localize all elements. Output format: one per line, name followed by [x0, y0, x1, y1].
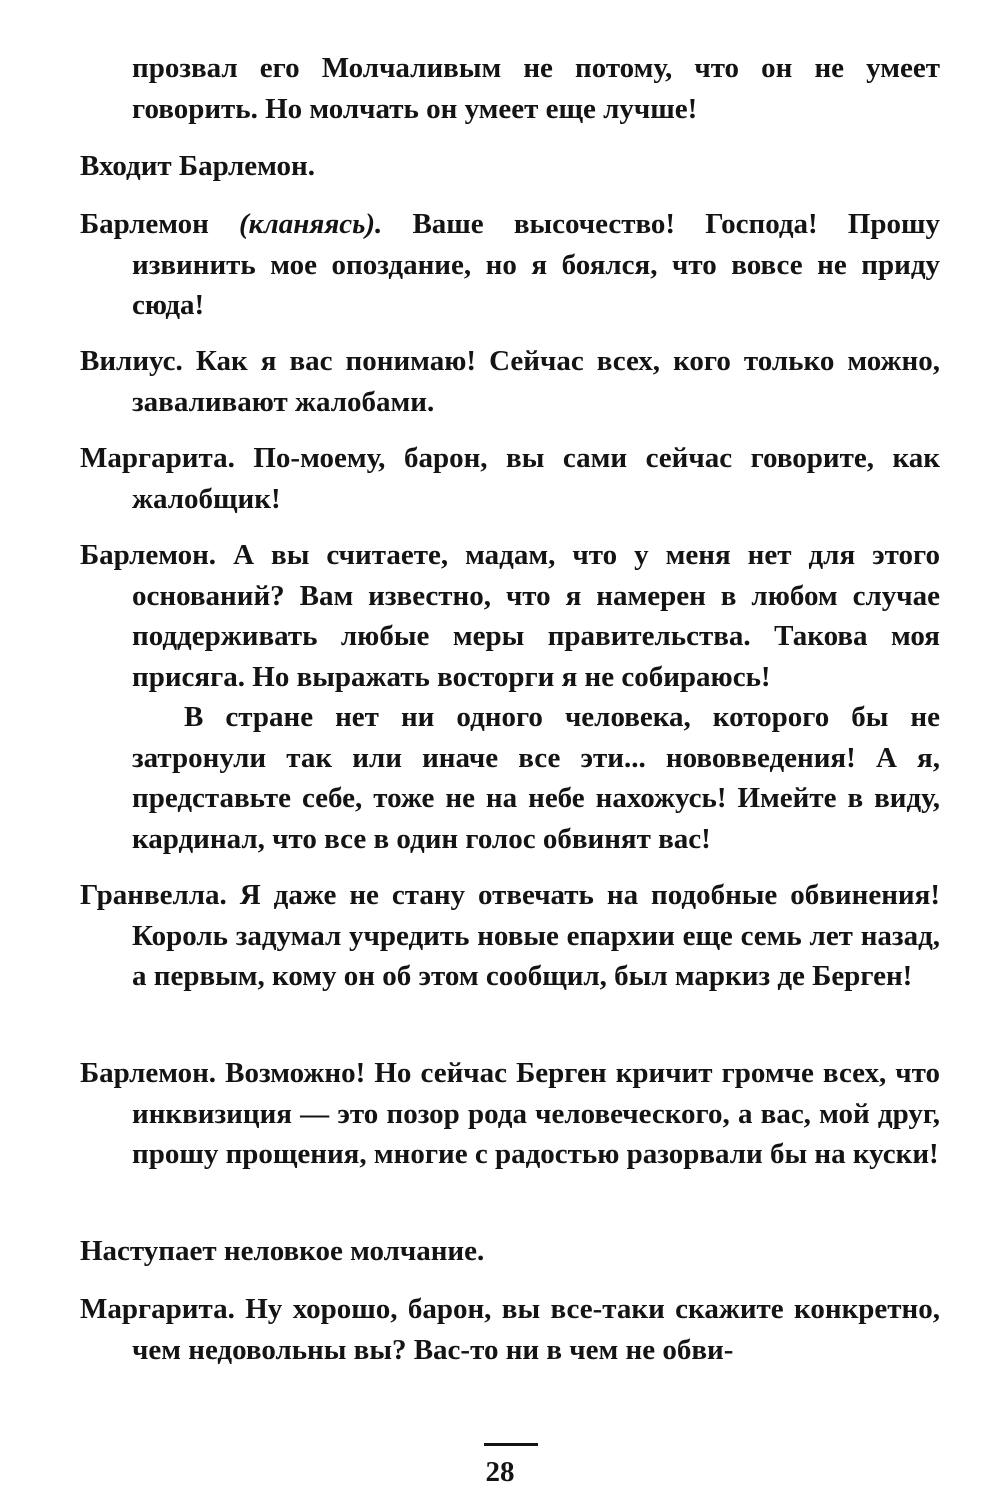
speaker-name: Вилиус. — [80, 345, 183, 377]
speech-text: По-моему, барон, вы сами сейчас говорите, как жалобщик! — [132, 442, 940, 515]
continuation-paragraph — [80, 48, 940, 129]
speech-text: Возможно! Но сейчас Берген кричит громче всех, что инквизиция — это позор рода человеческого, а вас, мой друг, прошу прощения, многие с радостью разорвали бы на куски! — [132, 1057, 940, 1170]
stage-direction — [80, 1231, 940, 1272]
speech-text: Ваше высочество! Господа! Прошу извинить мое опоздание, но я боялся, что вовсе не приду сюда! — [132, 208, 941, 321]
page-number: 28 — [485, 1456, 515, 1488]
dialogue-line — [80, 204, 940, 326]
page-number-rule — [484, 1443, 538, 1446]
speech-text: А вы считаете, мадам, что у меня нет для этого оснований? Вам известно, что я намерен в любом случае поддерживать любые меры правительства. Такова моя присяга. Но выражать восторги я не собираюсь! — [132, 539, 940, 693]
paragraph-text: прозвал его Молчаливым не потому, что он не умеет говорить. Но молчать он умеет еще лучше! — [132, 52, 940, 125]
speech-text: Как я вас понимаю! Сейчас всех, кого только можно, заваливают жалобами. — [132, 345, 941, 418]
speech-text: Ну хорошо, барон, вы все-таки скажите конкретно, чем недовольны вы? Вас-то ни в чем не обви- — [132, 1293, 941, 1366]
stage-direction — [80, 146, 940, 187]
dialogue-line — [80, 535, 940, 697]
speaker-name: Маргарита. — [80, 442, 235, 474]
stage-remark: (кланяясь). — [238, 208, 383, 240]
dialogue-line — [80, 341, 940, 422]
dialogue-line — [80, 1289, 940, 1370]
speaker-name: Барлемон. — [80, 539, 217, 571]
dialogue-line — [80, 875, 940, 997]
speaker-name: Маргарита. — [80, 1293, 235, 1325]
speech-text: Я даже не стану отвечать на подобные обвинения! Король задумал учредить новые епархии еще семь лет назад, а первым, кому он об этом сообщил, был маркиз де Берген! — [132, 879, 940, 992]
dialogue-line — [80, 1053, 940, 1175]
dialogue-continuation — [80, 697, 940, 859]
dialogue-line — [80, 438, 940, 519]
speaker-name: Барлемон — [80, 208, 209, 240]
stage-direction-text: Наступает неловкое молчание. — [80, 1235, 485, 1267]
stage-direction-text: Входит Барлемон. — [80, 150, 315, 182]
speech-text: В стране нет ни одного человека, которого бы не затронули так или иначе все эти... нововведения! А я, представьте себе, тоже не на небе нахожусь! Имейте в виду, кардинал, что все в один голос обвинят вас! — [132, 701, 940, 855]
book-page — [80, 40, 940, 1380]
speaker-name: Барлемон. — [80, 1057, 217, 1089]
speaker-name: Гранвелла. — [80, 879, 227, 911]
